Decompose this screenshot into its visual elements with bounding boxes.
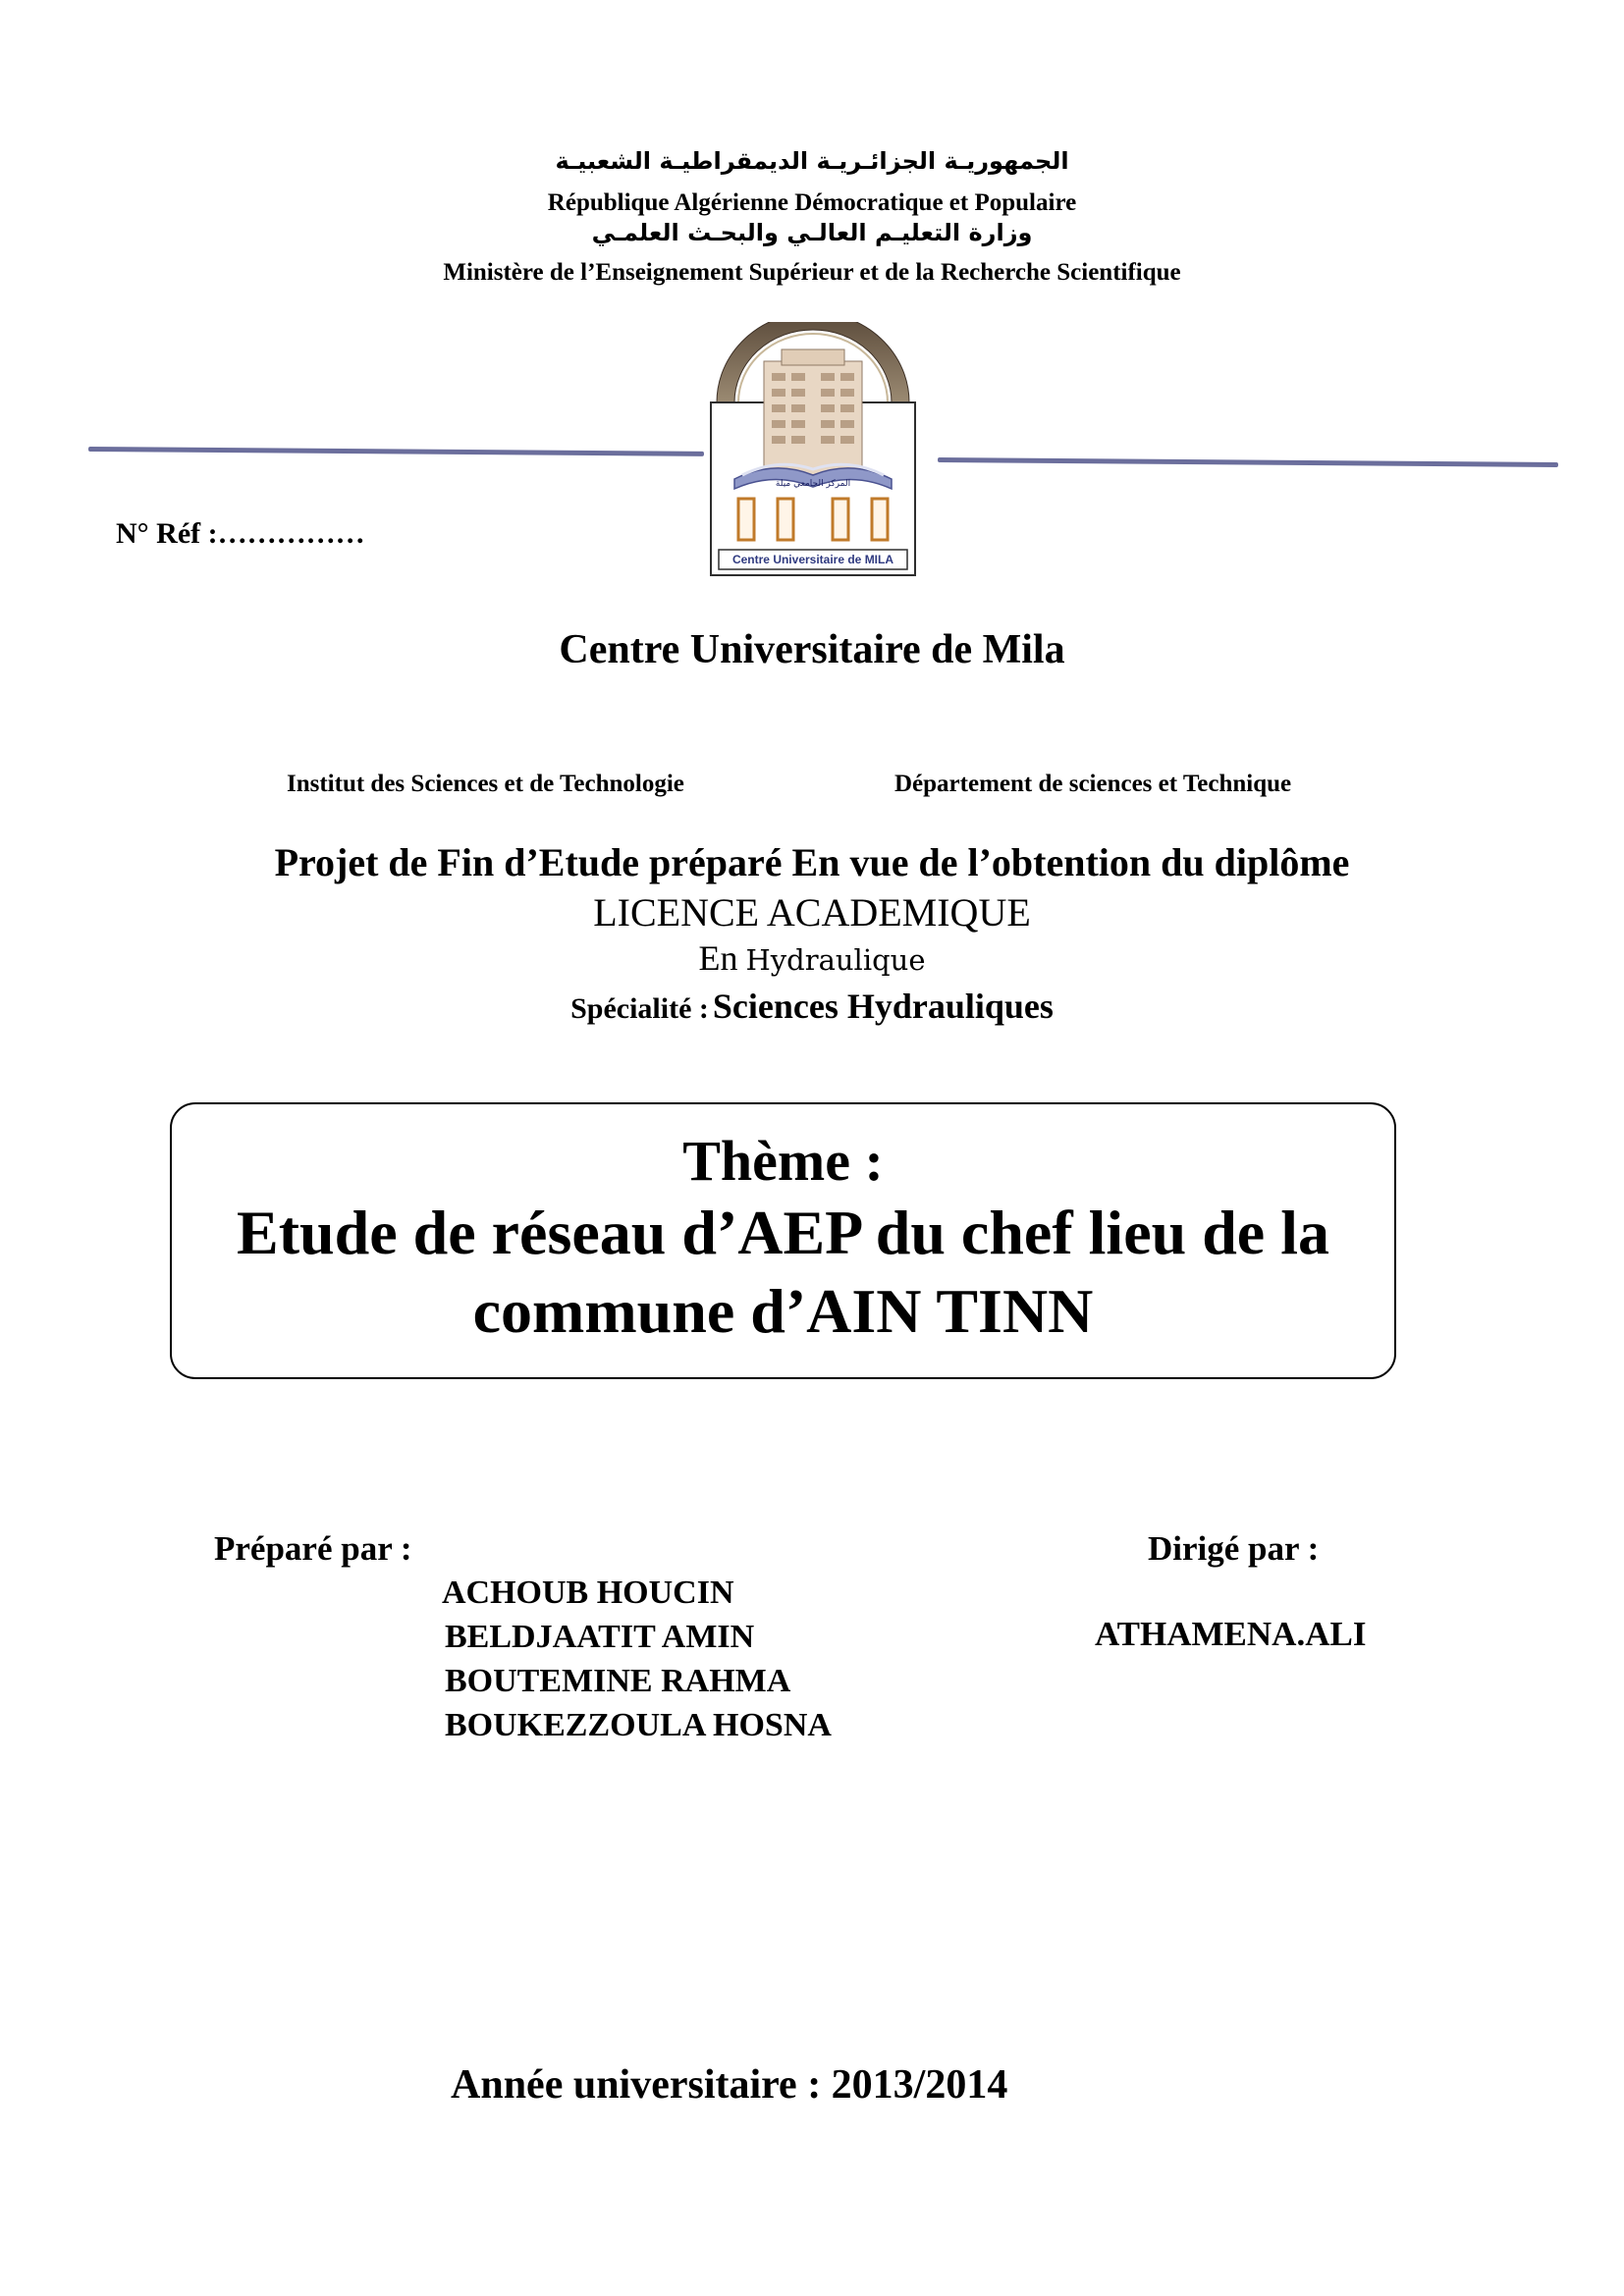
republic-title-fr: République Algérienne Démocratique et Populaire	[547, 189, 1077, 216]
ministry-title-fr: Ministère de l’Enseignement Supérieur et de la Recherche Scientifique	[443, 259, 1181, 286]
logo-caption: Centre Universitaire de MILA	[731, 553, 894, 566]
author-list	[442, 1571, 832, 1747]
diploma-title: LICENCE ACADEMIQUE	[593, 890, 1031, 934]
supervisor-name: ATHAMENA.ALI	[1095, 1615, 1367, 1653]
field-prefix: En	[698, 938, 738, 978]
theme-box	[170, 1102, 1396, 1379]
author-name: BOUKEZZOULA HOSNA	[445, 1707, 832, 1743]
author-name: BOUTEMINE RAHMA	[445, 1663, 791, 1699]
left-divider-line	[88, 447, 704, 456]
department-name: Département de sciences et Technique	[894, 771, 1292, 797]
project-description: Projet de Fin d’Etude préparé En vue de l’obtention du diplôme	[274, 840, 1350, 884]
field-line	[0, 937, 1624, 979]
author-name: ACHOUB HOUCIN	[442, 1575, 734, 1611]
academic-year: Année universitaire : 2013/2014	[451, 2062, 1008, 2108]
logo-banner-text-ar: المركز الجامعي ميلة	[775, 479, 851, 489]
ministry-title-ar: وزارة التعليـم العالـي والبحـث العلمـي	[591, 219, 1033, 246]
theme-title-line2: commune d’AIN TINN	[472, 1276, 1094, 1346]
field-name: Hydraulique	[745, 943, 926, 977]
theme-title-line1: Etude de réseau d’AEP du chef lieu de la	[237, 1198, 1329, 1267]
republic-title-ar: الجمهوريـة الجزائـريـة الديمقراطيـة الشعبيـة	[555, 147, 1069, 175]
supervisor-label: Dirigé par :	[1148, 1529, 1320, 1568]
specialty-value: Sciences Hydrauliques	[712, 987, 1054, 1026]
specialty-line	[0, 986, 1624, 1027]
university-building-emblem-icon	[699, 322, 927, 579]
reference-number: N° Réf :……………	[116, 517, 365, 550]
right-divider-line	[938, 457, 1558, 467]
author-name: BELDJAATIT AMIN	[445, 1619, 755, 1655]
institution-name: Centre Universitaire de Mila	[559, 627, 1065, 672]
university-logo	[699, 322, 927, 579]
specialty-label: Spécialité :	[570, 992, 709, 1025]
institute-name: Institut des Sciences et de Technologie	[287, 771, 684, 797]
theme-label: Thème :	[682, 1129, 884, 1193]
prepared-by-label: Préparé par :	[214, 1529, 412, 1568]
